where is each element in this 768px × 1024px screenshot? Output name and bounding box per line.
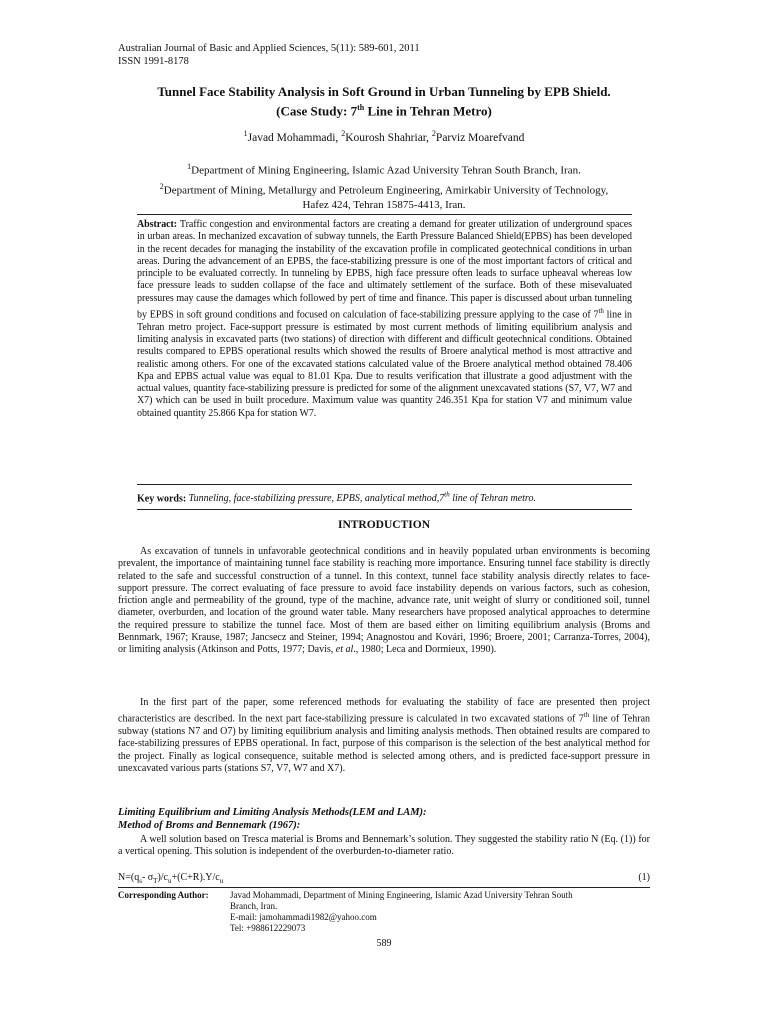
author-2: Kourosh Shahriar, <box>345 131 432 144</box>
corresponding-author <box>118 890 650 934</box>
introduction-heading: INTRODUCTION <box>337 519 430 531</box>
author-phone: Tel: +988612229073 <box>230 923 306 933</box>
affiliation-2: $^2$Department of Mining, Metallurgy and Petroleum Engineering, Amirkabir University of Technology, <box>159 181 609 197</box>
corresponding-label: Corresponding Author: <box>118 890 209 900</box>
methods-heading-2: Method of Broms and Bennemark (1967): <box>118 820 301 831</box>
author-affiliation: Javad Mohammadi, Department of Mining Engineering, Islamic Azad University Tehran South <box>230 890 573 900</box>
keywords-label: Key words: <box>137 493 187 505</box>
intro-paragraph-2: In the first part of the paper, some referenced methods for evaluating the stability of face are presented then project characteristics are described. In the next part face-stabilizing pressure is calculated in two excavated stations of 7th line of Tehran subway (stations N7 and O7) by limiting equilibrium analysis and limiting analysis methods. Then obtained results are compared to face-stabilizing pressures of EPBS operational. In fact, purpose of this comparison is the selection of the best analytical method for the project. Finally as logical consequence, suitable method is selected among others, and is predicted face-support pressure in unexcavated various parts (stations S7, V7, W7 and X7). <box>118 697 651 774</box>
abstract: Abstract: Traffic congestion and environmental factors are creating a demand for greater utilization of underground spaces in urban areas. In mechanized excavation of subway tunnels, the Earth Pressure Balanced Shield(EPBS) has been developed in the recent decades for managing the instability of the excavation profile in complicated geotechnical conditions in urban areas. During the advancement of an EPBS, the face-stabilizing pressure is one of the most important factors of critical and principle to be evaluated correctly. In tunneling by EPBS, high face pressure often leads to surface upheaval whereas low face pressure leads to sudden collapse of the face and ultimately settlement of the surface. Both of these misevaluated pressures may cause the damages which followed by pert of time and finance. This paper is discussed about urban tunneling by EPBS in soft ground conditions and focused on calculation of face-stabilizing pressure applying to the case of 7th line in Tehran metro project. Face-support pressure is estimated by most current methods of limiting equilibrium analysis and limiting analysis in excavated parts (two stations) of direction with different and difficult geotechnical conditions. Obtained results compared to EPBS operational results which showed the results of Broere analytical method is most attractive and realistic among others. For one of the excavated stations calculated value of the Broere analytical method obtained 78.406 Kpa and EPBS actual value was equal to 81.01 Kpa. Due to results verification that illustrate a good adjustment with the actual values, quantity face-stabilizing pressure is predicted for some of the alignment unexcavated stations (S7, V7, W7 and X7) which can be used in built procedure. Maximum value was quantity 246.351 Kpa for station V7 and minimum value obtained quantity 25.866 Kpa for station W7. <box>137 219 632 419</box>
affiliations <box>100 159 668 213</box>
keywords-rule <box>137 509 632 510</box>
affiliation-2-cont: Hafez 424, Tehran 15875-4413, Iran. <box>302 199 466 212</box>
intro-paragraph-1: As excavation of tunnels in unfavorable geotechnical conditions and in heavily populated urban environments is becoming prevalent, the importance of maintaining tunnel face stability is reaching more importance. Ensuring tunnel face stability is directly related to the safe and successful construction of a tunnel. In this context, tunnel face stability analysis directly relates to face-support pressure. The correct evaluating of face pressure to avoid face instability depends on various factors, such as cohesion, friction angle and permeability of the ground, type of the machine, advance rate, unit weight of slurry or conditioned soil, tunnel diameter, overburden, and location of the ground water table. Many researchers have proposed analytical approaches to determine the required pressure to stabilize the tunnel face. Most of them are based either on limiting equilibrium analysis (Broms and Bennmark, 1967; Krause, 1987; Jancsecz and Steiner, 1994; Anagnostou and Kovári, 1996; Broere, 2001; Carranza-Torres, 2004), or limiting analysis (Atkinson and Potts, 1977; Davis, et al., 1980; Leca and Dormieux, 1990). <box>118 546 650 656</box>
methods-paragraph-1: A well solution based on Tresca material is Broms and Bennemark’s solution. They suggested the stability ratio N (Eq. (1)) for a vertical opening. This solution is independent of the overburden-to-diameter ratio. <box>118 834 650 858</box>
equation-number: (1) <box>638 872 650 883</box>
abstract-label: Abstract: <box>137 219 178 230</box>
page-number: 589 <box>376 938 392 949</box>
author-email: E-mail: jamohammadi1982@yahoo.com <box>230 912 377 922</box>
author-1: Javad Mohammadi, <box>247 131 342 144</box>
journal-citation: Australian Journal of Basic and Applied Sciences, 5(11): 589-601, 2011 <box>118 43 420 54</box>
affiliation-1: $^1$Department of Mining Engineering, Islamic Azad University Tehran South Branch, Iran. <box>187 162 581 177</box>
title-line-2: (Case Study: 7th Line in Tehran Metro) <box>276 103 492 119</box>
author-3: Parviz Moarefvand <box>435 131 525 144</box>
abstract-bottom-rule <box>137 484 632 485</box>
author-list: $^1$Javad Mohammadi, $^2$Kourosh Shahriar, $^2$Parviz Moarefvand <box>243 129 525 144</box>
methods-heading-1: Limiting Equilibrium and Limiting Analysis Methods(LEM and LAM): <box>118 807 427 818</box>
keywords: Key words: Tunneling, face-stabilizing pressure, EPBS, analytical method,7th line of Tehran metro. <box>137 491 536 505</box>
methods-heading <box>118 806 650 832</box>
equation-formula: $N=(q_s-$ $\sigma_T)/c_u+(C+R).Y/c_u$ <box>118 872 224 885</box>
abstract-top-rule <box>137 214 632 215</box>
paper-title <box>100 84 668 119</box>
equation-1 <box>118 872 650 885</box>
footer-rule <box>118 887 650 888</box>
journal-header <box>118 42 420 68</box>
author-affiliation-cont: Branch, Iran. <box>230 901 278 911</box>
issn: ISSN 1991-8178 <box>118 56 189 67</box>
title-line-1: Tunnel Face Stability Analysis in Soft Ground in Urban Tunneling by EPB Shield. <box>157 84 611 99</box>
